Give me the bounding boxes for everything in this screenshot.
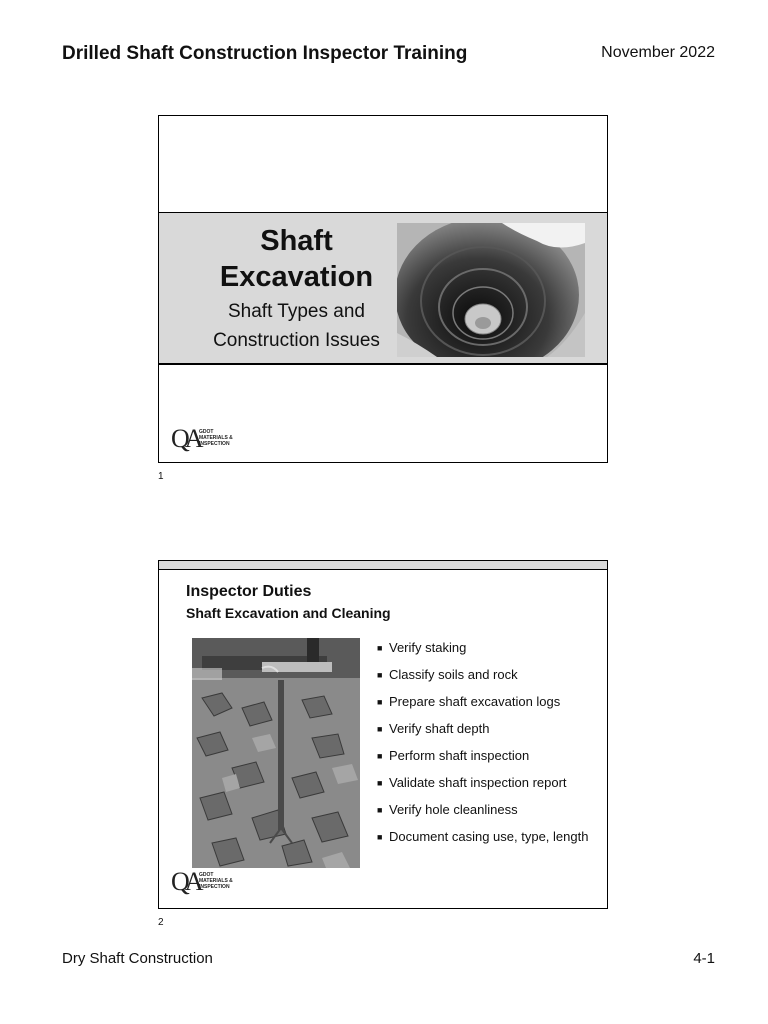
list-item [377,694,597,710]
list-item-text: Validate shaft inspection report [389,775,567,790]
list-item [377,748,597,764]
footer-page-number: 4-1 [693,950,715,967]
qa-logo-line2: INSPECTION [199,441,230,447]
title-band [159,212,607,365]
list-item-text: Verify staking [389,640,467,655]
title-block [179,223,414,353]
document-date: November 2022 [601,44,715,61]
slide-title-line1: Shaft [260,225,333,257]
square-bullet-icon: ■ [377,670,383,680]
slide-number-2: 2 [158,917,164,928]
list-item [377,829,597,845]
square-bullet-icon: ■ [377,697,383,707]
slide-2 [158,560,608,909]
qa-logo-org: GDOT [199,872,214,878]
list-item-text: Prepare shaft excavation logs [389,694,561,709]
duty-list [377,640,597,856]
qa-logo-mark: QA [171,867,199,896]
qa-logo-line1: MATERIALS & [199,435,233,441]
square-bullet-icon: ■ [377,643,383,653]
list-item [377,667,597,683]
document-title: Drilled Shaft Construction Inspector Training [62,43,468,64]
list-item [377,775,597,791]
list-item-text: Perform shaft inspection [389,748,530,763]
list-item-text: Document casing use, type, length [389,829,589,844]
qa-logo [171,867,251,901]
list-item [377,721,597,737]
square-bullet-icon: ■ [377,805,383,815]
list-item-text: Verify shaft depth [389,721,490,736]
slide-subtitle-line1: Shaft Types and [228,301,365,322]
footer-section: Dry Shaft Construction [62,950,213,967]
list-item [377,802,597,818]
slide-title-line2: Excavation [219,261,374,293]
qa-logo-org: GDOT [199,429,214,435]
list-item-text: Verify hole cleanliness [389,802,518,817]
slide-top-bar [159,561,607,570]
slide-subtitle-line2: Construction Issues [213,330,380,351]
square-bullet-icon: ■ [377,724,383,734]
qa-logo-line1: MATERIALS & [199,878,233,884]
square-bullet-icon: ■ [377,778,383,788]
shaft-photo [397,223,585,357]
square-bullet-icon: ■ [377,751,383,761]
list-item [377,640,597,656]
slide-1 [158,115,608,463]
rock-excavation-photo [192,638,360,868]
slide-subtitle: Shaft Excavation and Cleaning [186,605,391,621]
qa-logo-line2: INSPECTION [199,884,230,890]
list-item-text: Classify soils and rock [389,667,518,682]
qa-logo-mark: QA [171,424,199,453]
slide-number-1: 1 [158,471,164,482]
qa-logo [171,424,251,458]
square-bullet-icon: ■ [377,832,383,842]
slide-title: Inspector Duties [186,583,312,600]
